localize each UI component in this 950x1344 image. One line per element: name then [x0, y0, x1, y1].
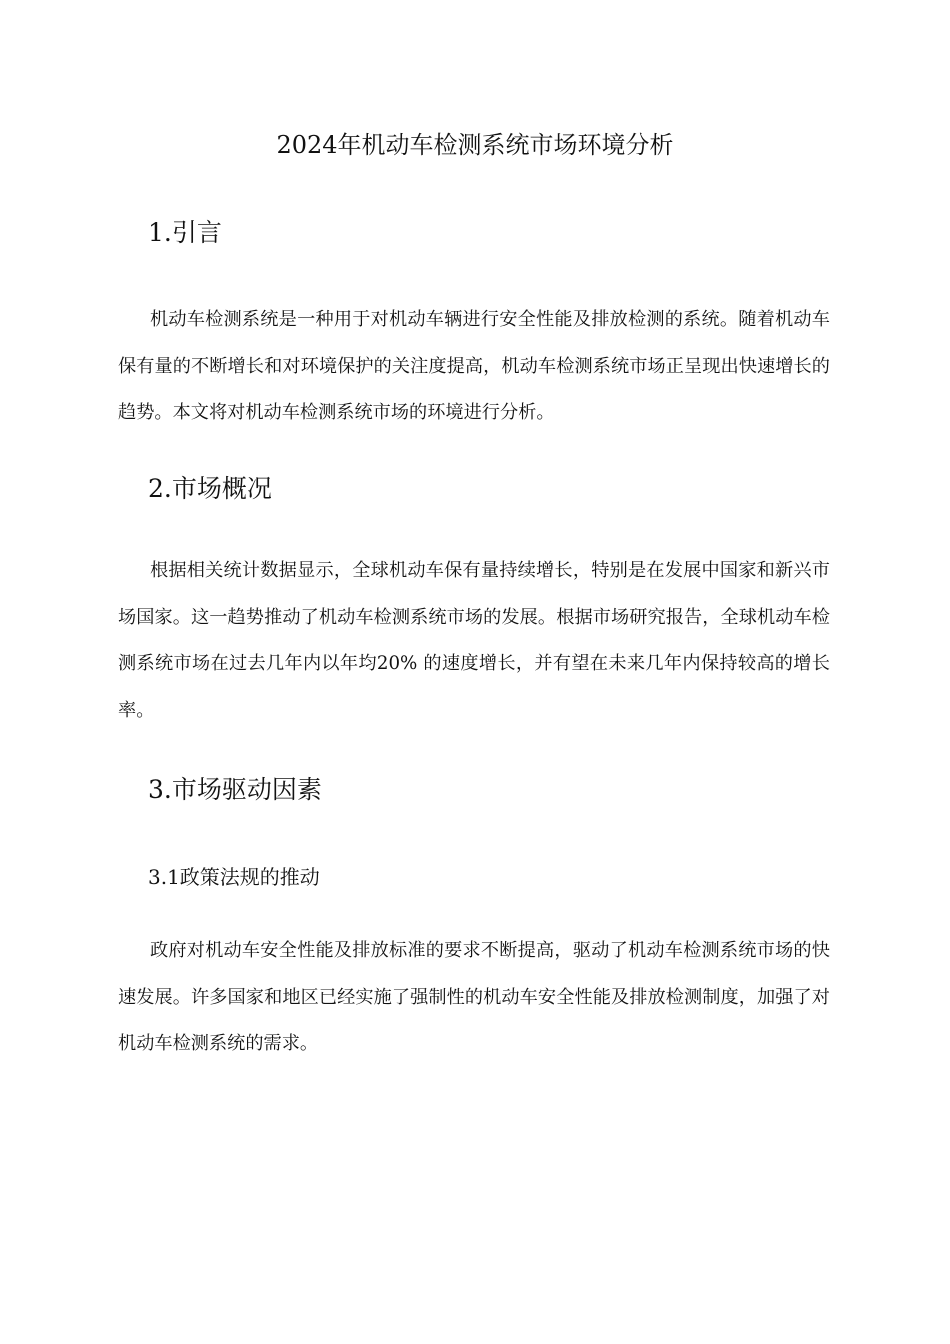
section-paragraph-intro: 机动车检测系统是一种用于对机动车辆进行安全性能及排放检测的系统。随着机动车保有量的不断增长和对环境保护的关注度提高，机动车检测系统市场正呈现出快速增长的趋势。本文将对机动车检测系统市场的环境进行分析。	[118, 309, 830, 423]
section-heading-market-drivers: 3.市场驱动因素	[148, 775, 322, 804]
section-heading-market-overview: 2.市场概况	[148, 474, 272, 503]
section-paragraph-market-overview: 根据相关统计数据显示，全球机动车保有量持续增长，特别是在发展中国家和新兴市场国家。这一趋势推动了机动车检测系统市场的发展。根据市场研究报告，全球机动车检测系统市场在过去几年内以年均20% 的速度增长，并有望在未来几年内保持较高的增长率。	[118, 560, 830, 721]
document-title: 2024年机动车检测系统市场环境分析	[276, 131, 674, 159]
section-paragraph-policy: 政府对机动车安全性能及排放标准的要求不断提高，驱动了机动车检测系统市场的快速发展。许多国家和地区已经实施了强制性的机动车安全性能及排放检测制度，加强了对机动车检测系统的需求。	[118, 940, 830, 1054]
subsection-heading-policy: 3.1政策法规的推动	[148, 865, 320, 889]
section-heading-intro: 1.引言	[148, 218, 222, 247]
